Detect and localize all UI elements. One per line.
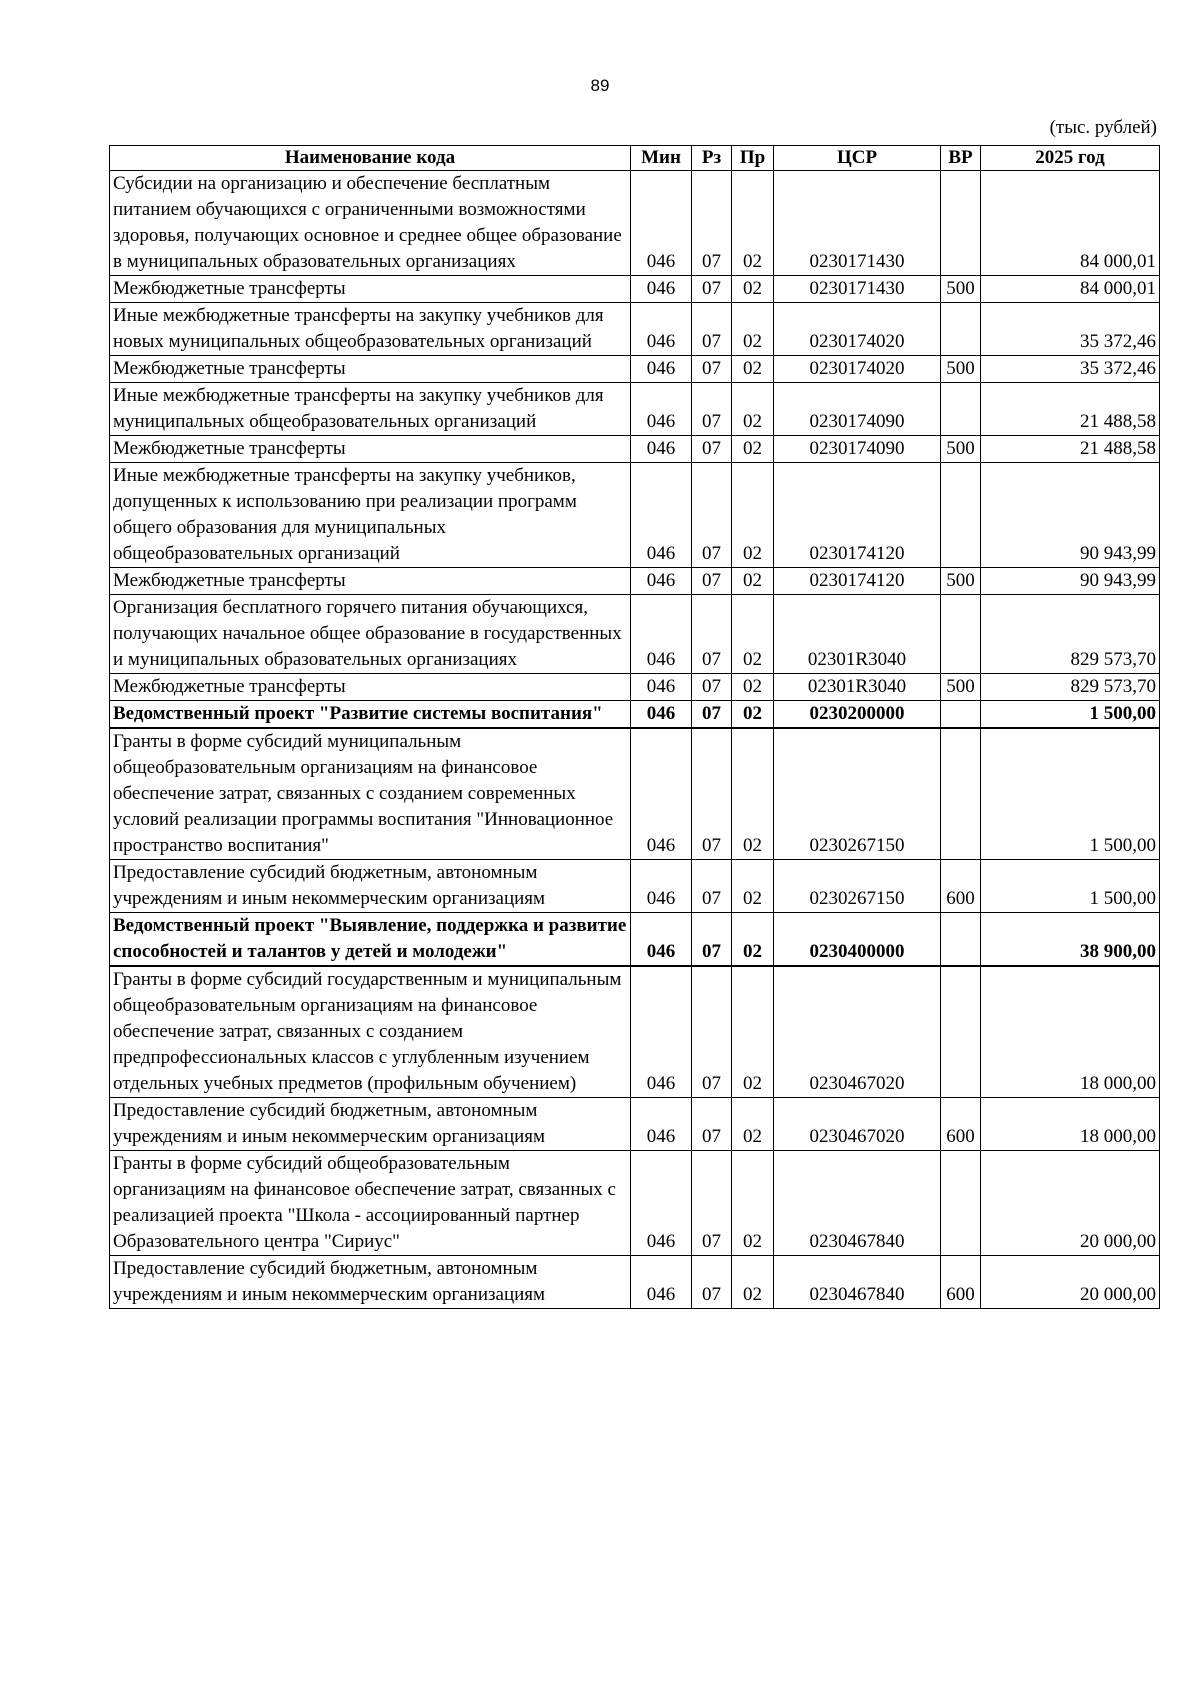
row-pr: 02 — [732, 171, 774, 276]
row-rz: 07 — [692, 276, 732, 303]
header-min: Мин — [631, 146, 692, 171]
row-amount: 84 000,01 — [981, 276, 1160, 303]
row-rz: 07 — [692, 701, 732, 729]
row-amount: 18 000,00 — [981, 966, 1160, 1098]
row-rz: 07 — [692, 568, 732, 595]
row-vr — [941, 701, 981, 729]
row-rz: 07 — [692, 303, 732, 356]
row-amount: 21 488,58 — [981, 383, 1160, 436]
header-csr: ЦСР — [774, 146, 941, 171]
header-vr: ВР — [941, 146, 981, 171]
row-name: Ведомственный проект "Выявление, поддержка и развитие способностей и талантов у детей и молодежи" — [110, 913, 631, 967]
row-amount: 90 943,99 — [981, 463, 1160, 568]
table-row — [110, 860, 1160, 913]
row-rz: 07 — [692, 1098, 732, 1151]
table-header-row — [110, 146, 1160, 171]
row-pr: 02 — [732, 463, 774, 568]
row-rz: 07 — [692, 966, 732, 1098]
row-pr: 02 — [732, 860, 774, 913]
row-name: Иные межбюджетные трансферты на закупку учебников для муниципальных общеобразовательных организаций — [110, 383, 631, 436]
row-vr — [941, 1151, 981, 1256]
row-vr: 600 — [941, 1256, 981, 1309]
table-row — [110, 1151, 1160, 1256]
table-row — [110, 303, 1160, 356]
table-row-project — [110, 913, 1160, 967]
row-vr — [941, 463, 981, 568]
page-number: 89 — [590, 76, 610, 95]
row-rz: 07 — [692, 1151, 732, 1256]
row-name: Субсидии на организацию и обеспечение бесплатным питанием обучающихся с ограниченными возможностями здоровья, получающих основное и среднее общее образование в муниципальных образовательных организациях — [110, 171, 631, 276]
row-rz: 07 — [692, 1256, 732, 1309]
row-amount: 829 573,70 — [981, 595, 1160, 674]
row-rz: 07 — [692, 463, 732, 568]
header-name: Наименование кода — [110, 146, 631, 171]
table-row — [110, 674, 1160, 701]
row-vr — [941, 966, 981, 1098]
row-vr — [941, 728, 981, 860]
row-min: 046 — [631, 276, 692, 303]
row-min: 046 — [631, 383, 692, 436]
header-year: 2025 год — [981, 146, 1160, 171]
row-name: Межбюджетные трансферты — [110, 568, 631, 595]
row-min: 046 — [631, 171, 692, 276]
table-row — [110, 1256, 1160, 1309]
row-pr: 02 — [732, 1151, 774, 1256]
row-amount: 38 900,00 — [981, 913, 1160, 967]
row-amount: 1 500,00 — [981, 701, 1160, 729]
row-vr: 500 — [941, 568, 981, 595]
row-pr: 02 — [732, 303, 774, 356]
row-vr: 600 — [941, 860, 981, 913]
row-csr: 0230200000 — [774, 701, 941, 729]
row-min: 046 — [631, 436, 692, 463]
row-csr: 0230174120 — [774, 568, 941, 595]
row-name: Предоставление субсидий бюджетным, автономным учреждениям и иным некоммерческим организациям — [110, 1256, 631, 1309]
row-min: 046 — [631, 701, 692, 729]
units-label: (тыс. рублей) — [1049, 117, 1157, 138]
row-rz: 07 — [692, 913, 732, 967]
row-amount: 21 488,58 — [981, 436, 1160, 463]
row-pr: 02 — [732, 568, 774, 595]
row-vr: 500 — [941, 356, 981, 383]
row-min: 046 — [631, 595, 692, 674]
row-pr: 02 — [732, 701, 774, 729]
row-pr: 02 — [732, 595, 774, 674]
row-amount: 1 500,00 — [981, 860, 1160, 913]
row-csr: 0230467020 — [774, 1098, 941, 1151]
row-csr: 0230174020 — [774, 356, 941, 383]
row-amount: 35 372,46 — [981, 303, 1160, 356]
row-min: 046 — [631, 860, 692, 913]
row-rz: 07 — [692, 595, 732, 674]
table-row — [110, 171, 1160, 276]
row-min: 046 — [631, 1256, 692, 1309]
table-row — [110, 595, 1160, 674]
row-csr: 0230171430 — [774, 171, 941, 276]
table-row — [110, 728, 1160, 860]
row-name: Межбюджетные трансферты — [110, 674, 631, 701]
row-pr: 02 — [732, 276, 774, 303]
row-csr: 0230467840 — [774, 1256, 941, 1309]
row-pr: 02 — [732, 436, 774, 463]
table-row — [110, 356, 1160, 383]
row-amount: 20 000,00 — [981, 1256, 1160, 1309]
table-row — [110, 568, 1160, 595]
row-name: Ведомственный проект "Развитие системы воспитания" — [110, 701, 631, 729]
row-name: Гранты в форме субсидий общеобразовательным организациям на финансовое обеспечение затрат, связанных с реализацией проекта "Школа - ассоциированный партнер Образовательного центра "Сириус" — [110, 1151, 631, 1256]
row-csr: 0230400000 — [774, 913, 941, 967]
row-pr: 02 — [732, 383, 774, 436]
row-amount: 18 000,00 — [981, 1098, 1160, 1151]
row-csr: 02301R3040 — [774, 674, 941, 701]
row-name: Межбюджетные трансферты — [110, 356, 631, 383]
row-csr: 0230267150 — [774, 728, 941, 860]
row-rz: 07 — [692, 356, 732, 383]
row-vr — [941, 595, 981, 674]
table-row — [110, 383, 1160, 436]
row-min: 046 — [631, 674, 692, 701]
row-name: Межбюджетные трансферты — [110, 436, 631, 463]
table-row — [110, 276, 1160, 303]
row-rz: 07 — [692, 674, 732, 701]
row-pr: 02 — [732, 674, 774, 701]
table-row — [110, 1098, 1160, 1151]
row-min: 046 — [631, 913, 692, 967]
row-vr — [941, 171, 981, 276]
row-min: 046 — [631, 356, 692, 383]
row-min: 046 — [631, 463, 692, 568]
row-vr: 500 — [941, 276, 981, 303]
row-pr: 02 — [732, 1098, 774, 1151]
row-csr: 0230467840 — [774, 1151, 941, 1256]
row-vr: 500 — [941, 436, 981, 463]
row-amount: 84 000,01 — [981, 171, 1160, 276]
row-name: Иные межбюджетные трансферты на закупку учебников для новых муниципальных общеобразовательных организаций — [110, 303, 631, 356]
row-vr — [941, 383, 981, 436]
row-csr: 0230174090 — [774, 383, 941, 436]
row-pr: 02 — [732, 1256, 774, 1309]
row-rz: 07 — [692, 171, 732, 276]
row-vr — [941, 303, 981, 356]
row-amount: 20 000,00 — [981, 1151, 1160, 1256]
row-vr: 500 — [941, 674, 981, 701]
row-csr: 02301R3040 — [774, 595, 941, 674]
header-pr: Пр — [732, 146, 774, 171]
header-rz: Рз — [692, 146, 732, 171]
table-row — [110, 436, 1160, 463]
row-name: Гранты в форме субсидий муниципальным общеобразовательным организациям на финансовое обеспечение затрат, связанных с созданием современных условий реализации программы воспитания "Инновационное пространство воспитания" — [110, 728, 631, 860]
row-name: Предоставление субсидий бюджетным, автономным учреждениям и иным некоммерческим организациям — [110, 860, 631, 913]
row-csr: 0230467020 — [774, 966, 941, 1098]
row-pr: 02 — [732, 913, 774, 967]
row-vr — [941, 913, 981, 967]
row-name: Иные межбюджетные трансферты на закупку учебников, допущенных к использованию при реализации программ общего образования для муниципальных общеобразовательных организаций — [110, 463, 631, 568]
row-rz: 07 — [692, 383, 732, 436]
row-min: 046 — [631, 303, 692, 356]
table-row — [110, 966, 1160, 1098]
row-csr: 0230267150 — [774, 860, 941, 913]
table-row-project — [110, 701, 1160, 729]
row-min: 046 — [631, 966, 692, 1098]
row-csr: 0230171430 — [774, 276, 941, 303]
row-pr: 02 — [732, 356, 774, 383]
row-min: 046 — [631, 1098, 692, 1151]
row-min: 046 — [631, 1151, 692, 1256]
row-amount: 829 573,70 — [981, 674, 1160, 701]
budget-table — [109, 145, 1160, 1309]
row-csr: 0230174020 — [774, 303, 941, 356]
row-csr: 0230174120 — [774, 463, 941, 568]
row-rz: 07 — [692, 436, 732, 463]
row-amount: 1 500,00 — [981, 728, 1160, 860]
row-name: Предоставление субсидий бюджетным, автономным учреждениям и иным некоммерческим организациям — [110, 1098, 631, 1151]
row-name: Межбюджетные трансферты — [110, 276, 631, 303]
row-min: 046 — [631, 728, 692, 860]
row-rz: 07 — [692, 860, 732, 913]
row-pr: 02 — [732, 728, 774, 860]
table-row — [110, 463, 1160, 568]
row-vr: 600 — [941, 1098, 981, 1151]
row-amount: 90 943,99 — [981, 568, 1160, 595]
row-amount: 35 372,46 — [981, 356, 1160, 383]
row-csr: 0230174090 — [774, 436, 941, 463]
row-min: 046 — [631, 568, 692, 595]
row-pr: 02 — [732, 966, 774, 1098]
row-rz: 07 — [692, 728, 732, 860]
row-name: Организация бесплатного горячего питания обучающихся, получающих начальное общее образование в государственных и муниципальных образовательных организациях — [110, 595, 631, 674]
row-name: Гранты в форме субсидий государственным и муниципальным общеобразовательным организациям на финансовое обеспечение затрат, связанных с созданием предпрофессиональных классов с углубленным изучением отдельных учебных предметов (профильным обучением) — [110, 966, 631, 1098]
